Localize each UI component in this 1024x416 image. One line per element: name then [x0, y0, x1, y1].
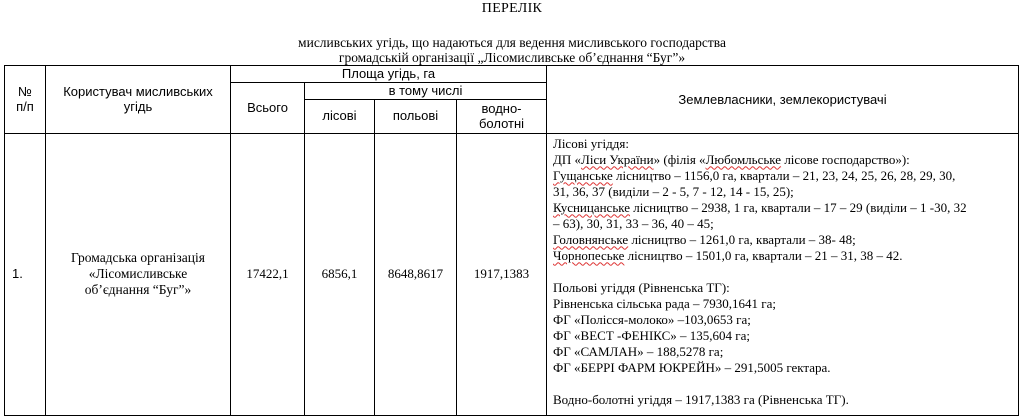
dp-branch: Любомльське: [705, 151, 782, 167]
forestry-1: Гущанське лісництво – 1156,0 га, квартали – 21, 23, 24, 25, 26, 28, 29, 30,: [553, 167, 956, 183]
header-area: Площа угідь, га: [231, 66, 547, 83]
forestry-4: Чорнопеське лісництво – 1501,0 га, квартали – 21 – 31, 38 – 42.: [553, 247, 903, 263]
header-owners: Землевласники, землекористувачі: [547, 66, 1019, 134]
header-forest: лісові: [305, 99, 375, 133]
forest-title: Лісові угіддя:: [553, 135, 629, 151]
wetland-line: Водно-болотні угіддя – 1917,1383 га (Рівненська ТГ).: [553, 391, 849, 407]
field-owner-1: Рівненська сільська рада – 7930,1641 га;: [553, 295, 777, 311]
header-wetland: водно-болотні: [457, 99, 547, 133]
field-owner-5: ФГ «БЕРРІ ФАРМ ЮКРЕЙН» – 291,5005 гектара.: [553, 359, 831, 375]
header-including: в тому числі: [305, 83, 547, 100]
dp-name: Ліси України: [581, 151, 654, 167]
hunting-grounds-table: [4, 65, 1019, 416]
header-user: Користувач мисливських угідь: [46, 66, 231, 134]
field-owner-2: ФГ «Полісся-молоко» –103,0653 га;: [553, 311, 751, 327]
row-field: 8648,8617: [375, 133, 457, 415]
row-wetland: 1917,1383: [457, 133, 547, 415]
document-title: ПЕРЕЛІК: [481, 1, 543, 16]
table-row: [5, 133, 1019, 415]
forestry-2-cont: – 63), 30, 31, 33 – 36, 40 – 45;: [553, 215, 714, 231]
document-subtitle-line2: громадській організації „Лісомисливське об’єднання “Буг”»: [338, 50, 686, 65]
header-field: польові: [375, 99, 457, 133]
dp-line: ДП «Ліси України» (філія «Любомльське лісове господарство»):: [553, 151, 910, 167]
forestry-1-cont: 31, 36, 37 (виділи – 2 - 5, 7 - 12, 14 - 15, 25);: [553, 183, 794, 199]
row-num: 1.: [5, 133, 46, 415]
row-owners: [547, 133, 1019, 415]
header-num: № п/п: [5, 66, 46, 134]
field-owner-4: ФГ «САМЛАН» – 188,5278 га;: [553, 343, 724, 359]
document-subtitle-line1: мисливських угідь, що надаються для ведення мисливського господарства: [298, 35, 726, 50]
row-total: 17422,1: [231, 133, 305, 415]
field-title: Польові угіддя (Рівненська ТГ):: [553, 279, 730, 295]
row-user: Громадська організація «Лісомисливське об’єднання “Буг”»: [46, 133, 231, 415]
forestry-2: Кусницанське лісництво – 2938, 1 га, квартали – 17 – 29 (виділи – 1 -30, 32: [553, 199, 967, 215]
field-owner-3: ФГ «ВЕСТ -ФЕНІКС» – 135,604 га;: [553, 327, 750, 343]
row-forest: 6856,1: [305, 133, 375, 415]
forestry-3: Головнянське лісництво – 1261,0 га, квартали – 38- 48;: [553, 231, 856, 247]
header-total: Всього: [231, 83, 305, 134]
